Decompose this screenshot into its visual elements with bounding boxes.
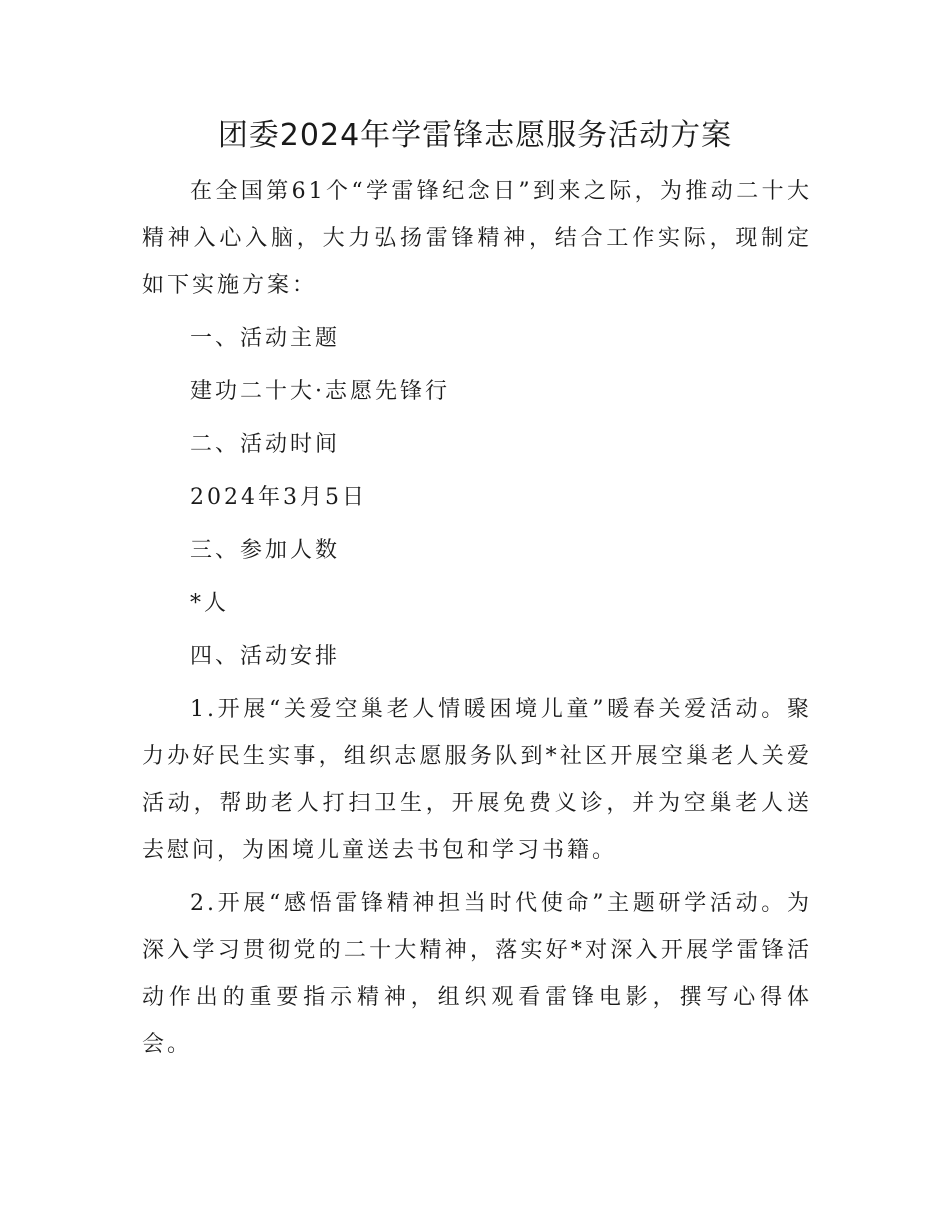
section-content-time: 2024年3月5日 [190,485,367,510]
document-title: 团委2024年学雷锋志愿服务活动方案 [217,118,733,153]
section-heading-theme: 一、活动主题 [190,326,341,351]
arrangement-item-2: 2.开展“感悟雷锋精神担当时代使命”主题研学活动。为深入学习贯彻党的二十大精神，落实好*对深入开展学雷锋活动作出的重要指示精神，组织观看雷锋电影，撰写心得体会。 [142,891,812,1057]
section-content-participants: *人 [190,591,230,616]
arrangement-item-1: 1.开展“关爱空巢老人情暖困境儿童”暖春关爱活动。聚力办好民生实事，组织志愿服务队到*社区开展空巢老人关爱活动，帮助老人打扫卫生，开展免费义诊，并为空巢老人送去慰问，为困境儿童送去书包和学习书籍。 [142,697,812,863]
document-body [142,168,812,1068]
section-content-theme: 建功二十大·志愿先锋行 [190,379,450,404]
section-heading-participants: 三、参加人数 [190,538,341,563]
section-heading-arrangement: 四、活动安排 [190,644,341,669]
section-heading-time: 二、活动时间 [190,432,341,457]
intro-paragraph: 在全国第61个“学雷锋纪念日”到来之际，为推动二十大精神入心入脑，大力弘扬雷锋精神，结合工作实际，现制定如下实施方案： [142,179,812,298]
